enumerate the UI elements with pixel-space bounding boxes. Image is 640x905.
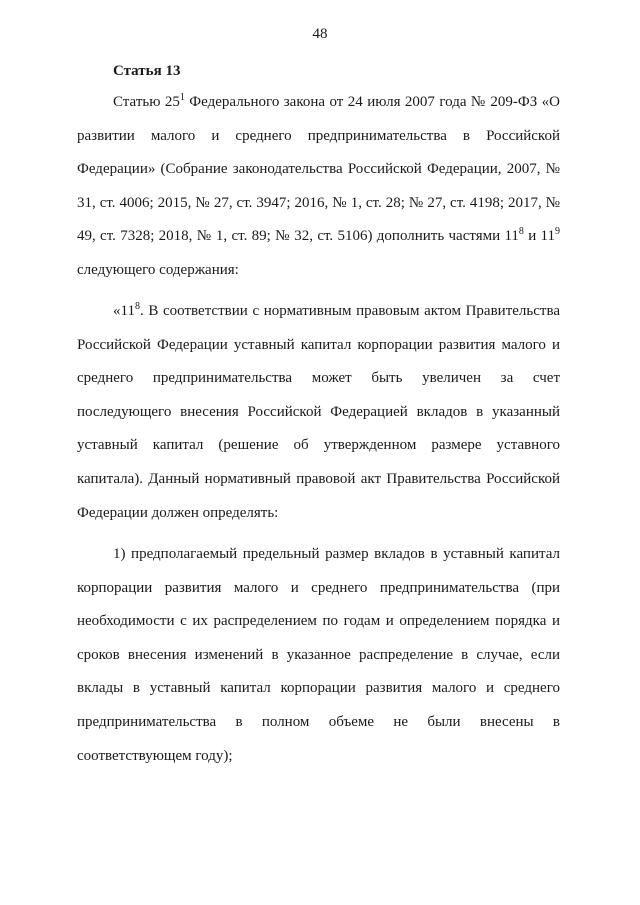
clause-open: «11	[113, 303, 135, 319]
clause-sup: 8	[134, 301, 140, 312]
page-number: 48	[312, 26, 328, 42]
intro-text-2: Федерального закона от 24 июля 2007 года № 209-ФЗ «О развитии малого и среднего предпринимательства в Российской Федерации» (Собрание законодательства Российской Федерации, 2007, № 31, ст. 4006; 2015, № 27, ст. 3947; 2016, № 1, ст. 28; № 27, ст. 4198; 2017, № 49, ст. 7328; 2018, № 1, ст. 89; № 32, ст. 5106) дополнить частями 11	[77, 94, 560, 245]
intro-sup-3: 9	[555, 226, 560, 238]
item-1-paragraph: 1) предполагаемый предельный размер вкладов в уставный капитал корпорации развития малого и среднего предпринимательства (при необходимости с их распределением по годам и определением порядка и сроков внесения изменений в указанное распределение в случае, если вклады в уставный капитал корпорации развития малого и среднего предпринимательства в полном объеме не были внесены в соответствующем году);	[77, 546, 560, 764]
clause-paragraph	[77, 295, 560, 530]
article-heading: Статья 13	[113, 63, 181, 79]
intro-sup-1: 1	[179, 92, 185, 103]
intro-text-3: и 11	[523, 228, 555, 245]
intro-text-4: следующего содержания:	[77, 261, 239, 278]
article-intro-paragraph	[77, 86, 560, 288]
intro-text-1: Статью 25	[113, 94, 180, 110]
intro-sup-2: 8	[518, 226, 524, 238]
clause-text: . В соответствии с нормативным правовым актом Правительства Российской Федерации уставный капитал корпорации развития малого и среднего предпринимательства может быть увеличен за счет последующего внесения Российской Федерацией вкладов в указанный уставный капитал (решение об утвержденном размере уставного капитала). Данный нормативный правовой акт Правительства Российской Федерации должен определять:	[77, 303, 560, 521]
